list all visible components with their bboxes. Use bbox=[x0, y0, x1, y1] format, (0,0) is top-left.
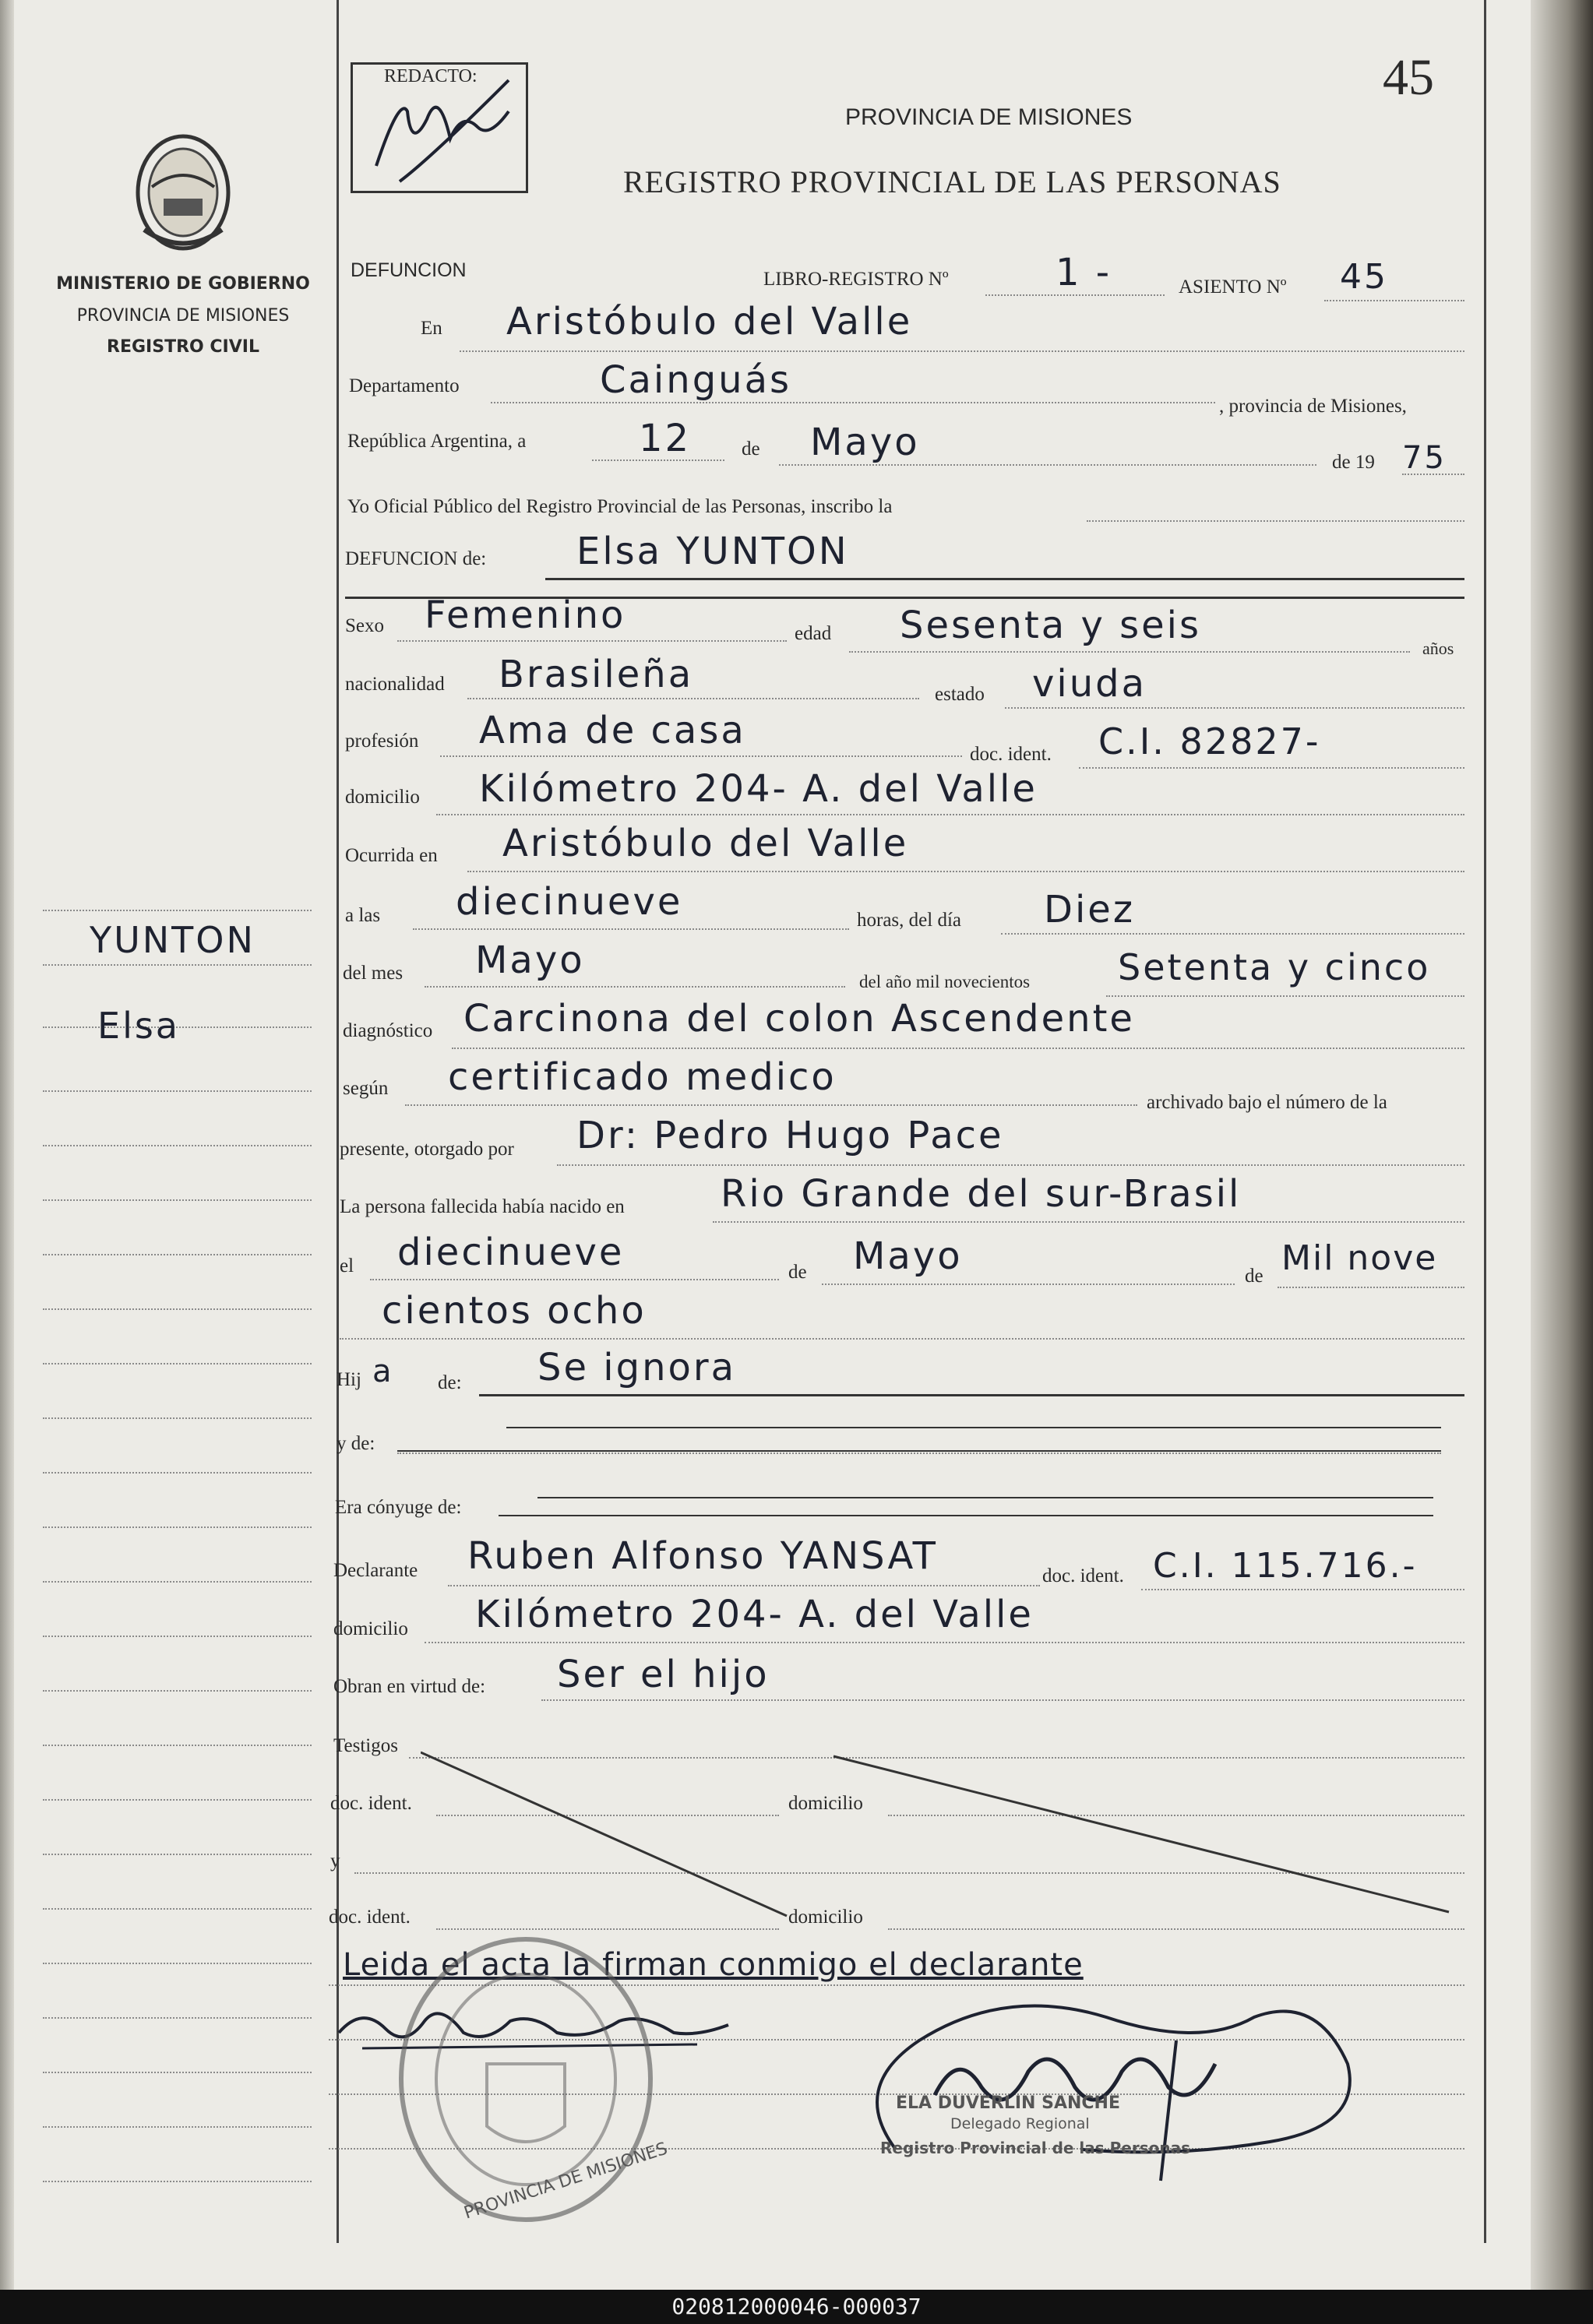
oficial-statement: Yo Oficial Público del Registro Provincial de las Personas, inscribo la bbox=[347, 496, 893, 517]
nacionalidad-label: nacionalidad bbox=[345, 674, 445, 695]
conyuge-label: Era cónyuge de: bbox=[335, 1497, 462, 1518]
testigos-strikethrough bbox=[421, 1737, 1511, 1939]
asiento-label: ASIENTO Nº bbox=[1179, 276, 1287, 298]
doc-label: doc. ident. bbox=[970, 744, 1052, 765]
hij-label: Hij bbox=[337, 1369, 361, 1390]
testigos-label: Testigos bbox=[333, 1735, 398, 1756]
delmes-value: Mayo bbox=[475, 938, 585, 982]
birth-month-value: Mayo bbox=[853, 1234, 963, 1278]
decl-domicilio-value: Kilómetro 204- A. del Valle bbox=[475, 1593, 1034, 1636]
margin-rule bbox=[43, 1199, 312, 1201]
ministry-line-2: PROVINCIA DE MISIONES bbox=[76, 306, 290, 326]
margin-rule bbox=[43, 1963, 312, 1964]
dia-value: Diez bbox=[1044, 888, 1136, 931]
el-label: el bbox=[340, 1255, 354, 1276]
declarante-doc-label: doc. ident. bbox=[1042, 1565, 1124, 1586]
redacto-box bbox=[351, 62, 528, 193]
departamento-value: Cainguás bbox=[600, 358, 791, 402]
page-number: 45 bbox=[1383, 49, 1434, 106]
alas-label: a las bbox=[345, 905, 381, 926]
closing-text: Leida el acta la firman conmigo el declarante bbox=[343, 1947, 1084, 1983]
de-label: de bbox=[742, 438, 760, 460]
margin-rule bbox=[43, 1690, 312, 1692]
margin-rule bbox=[43, 1854, 312, 1855]
day-value: 12 bbox=[639, 417, 692, 460]
page-edge bbox=[1531, 0, 1593, 2290]
birth-de-label: de bbox=[788, 1262, 807, 1283]
birth-year-continuation: cientos ocho bbox=[382, 1289, 647, 1333]
diagnostico-value: Carcinona del colon Ascendente bbox=[463, 997, 1135, 1041]
declarante-value: Ruben Alfonso YANSAT bbox=[467, 1534, 938, 1578]
doc-value: C.I. 82827- bbox=[1098, 720, 1321, 762]
margin-rule bbox=[43, 1308, 312, 1310]
en-label: En bbox=[421, 318, 442, 339]
month-value: Mayo bbox=[810, 421, 920, 464]
presente-label: presente, otorgado por bbox=[340, 1139, 514, 1160]
provincia-suffix: , provincia de Misiones, bbox=[1219, 396, 1407, 417]
birth-year-value: Mil nove bbox=[1281, 1238, 1438, 1278]
birth-de-label-2: de bbox=[1245, 1266, 1263, 1287]
archivado-label: archivado bajo el número de la bbox=[1147, 1092, 1387, 1113]
registry-heading: REGISTRO PROVINCIAL DE LAS PERSONAS bbox=[623, 164, 1281, 199]
margin-rule bbox=[43, 2181, 312, 2182]
round-seal-text: PROVINCIA DE MISIONES bbox=[461, 2139, 670, 2224]
year-value: 75 bbox=[1402, 440, 1447, 476]
year-prefix: de 19 bbox=[1332, 452, 1375, 473]
margin-rule bbox=[43, 1417, 312, 1419]
margin-rule bbox=[43, 2072, 312, 2073]
libro-label: LIBRO-REGISTRO Nº bbox=[763, 269, 949, 290]
margin-rule bbox=[43, 2017, 312, 2019]
official-stamp-line-3: Registro Provincial de las Personas bbox=[880, 2139, 1191, 2157]
testigo-y-label: y bbox=[330, 1850, 340, 1872]
testigo-domicilio-label-2: domicilio bbox=[788, 1907, 863, 1928]
testigo-doc-label: doc. ident. bbox=[330, 1793, 412, 1814]
margin-rule bbox=[43, 2126, 312, 2128]
ocurrida-value: Aristóbulo del Valle bbox=[502, 822, 909, 865]
testigo-domicilio-label: domicilio bbox=[788, 1793, 863, 1814]
margin-rule bbox=[43, 1581, 312, 1583]
margin-rule bbox=[43, 910, 312, 911]
margin-rule bbox=[43, 1363, 312, 1364]
official-signature-icon bbox=[849, 1970, 1363, 2196]
presente-value: Dr: Pedro Hugo Pace bbox=[576, 1114, 1004, 1157]
book-binding-edge bbox=[0, 0, 14, 2290]
alas-value: diecinueve bbox=[456, 880, 683, 924]
obran-value: Ser el hijo bbox=[557, 1653, 770, 1696]
margin-rule bbox=[43, 1526, 312, 1528]
horas-label: horas, del día bbox=[857, 910, 961, 931]
anomil-label: del año mil novecientos bbox=[859, 972, 1031, 991]
en-value: Aristóbulo del Valle bbox=[506, 300, 913, 343]
ministry-line-3: REGISTRO CIVIL bbox=[107, 337, 259, 357]
hij-suffix: a bbox=[372, 1354, 394, 1389]
decl-domicilio-label: domicilio bbox=[333, 1618, 408, 1639]
edad-label: edad bbox=[795, 623, 832, 644]
margin-rule bbox=[43, 1472, 312, 1474]
image-id-footer: 020812000046-000037 bbox=[0, 2290, 1593, 2324]
nacido-value: Rio Grande del sur-Brasil bbox=[721, 1172, 1242, 1216]
margin-rule bbox=[43, 964, 312, 966]
asiento-value: 45 bbox=[1340, 257, 1388, 297]
margin-rule bbox=[43, 1145, 312, 1146]
official-stamp-line-2: Delegado Regional bbox=[950, 2115, 1090, 2132]
margin-surname: YUNTON bbox=[90, 919, 256, 961]
declarante-doc-value: C.I. 115.716.- bbox=[1153, 1546, 1418, 1586]
ministry-line-1: MINISTERIO DE GOBIERNO bbox=[56, 274, 310, 294]
departamento-label: Departamento bbox=[349, 375, 460, 396]
anomil-value: Setenta y cinco bbox=[1118, 946, 1431, 988]
profesion-label: profesión bbox=[345, 731, 419, 752]
margin-rule bbox=[43, 1799, 312, 1801]
coat-of-arms-icon bbox=[129, 129, 238, 253]
delmes-label: del mes bbox=[343, 963, 404, 984]
form-type-label: DEFUNCION bbox=[351, 259, 467, 281]
margin-given-name: Elsa bbox=[97, 1005, 180, 1047]
nacido-label: La persona fallecida había nacido en bbox=[340, 1196, 625, 1217]
deceased-name: Elsa YUNTON bbox=[576, 530, 849, 573]
margin-rule bbox=[43, 1908, 312, 1910]
estado-value: viuda bbox=[1032, 662, 1147, 706]
domicilio-label: domicilio bbox=[345, 787, 420, 808]
segun-value: certificado medico bbox=[448, 1055, 837, 1099]
obran-label: Obran en virtud de: bbox=[333, 1676, 486, 1697]
republica-label: República Argentina, a bbox=[347, 431, 527, 452]
sexo-value: Femenino bbox=[425, 593, 626, 637]
libro-value: 1 - bbox=[1056, 251, 1112, 294]
official-stamp-line-1: ELA DUVERLIN SANCHE bbox=[896, 2093, 1120, 2113]
diagnostico-label: diagnóstico bbox=[343, 1020, 433, 1041]
sexo-label: Sexo bbox=[345, 615, 384, 636]
nacionalidad-value: Brasileña bbox=[499, 653, 694, 696]
domicilio-value: Kilómetro 204- A. del Valle bbox=[479, 767, 1038, 811]
redacto-signature-icon bbox=[353, 65, 526, 191]
profesion-value: Ama de casa bbox=[479, 709, 746, 752]
ocurrida-label: Ocurrida en bbox=[345, 845, 438, 866]
birth-day-value: diecinueve bbox=[397, 1231, 625, 1274]
testigo-doc-label-2: doc. ident. bbox=[329, 1907, 411, 1928]
estado-label: estado bbox=[935, 684, 985, 705]
margin-rule bbox=[43, 1090, 312, 1092]
segun-label: según bbox=[343, 1078, 389, 1099]
margin-rule bbox=[43, 1254, 312, 1255]
hij-value: Se ignora bbox=[537, 1346, 736, 1389]
edad-value: Sesenta y seis bbox=[900, 604, 1201, 647]
declarante-label: Declarante bbox=[333, 1560, 418, 1581]
hij-de-label: de: bbox=[438, 1372, 462, 1393]
yde-label: y de: bbox=[337, 1433, 375, 1454]
margin-rule bbox=[43, 1636, 312, 1637]
redacto-label: REDACTO: bbox=[384, 66, 478, 86]
province-heading: PROVINCIA DE MISIONES bbox=[845, 104, 1133, 130]
defuncion-de-label: DEFUNCION de: bbox=[345, 548, 487, 569]
margin-rule bbox=[43, 1745, 312, 1746]
anos-label: años bbox=[1422, 639, 1454, 658]
